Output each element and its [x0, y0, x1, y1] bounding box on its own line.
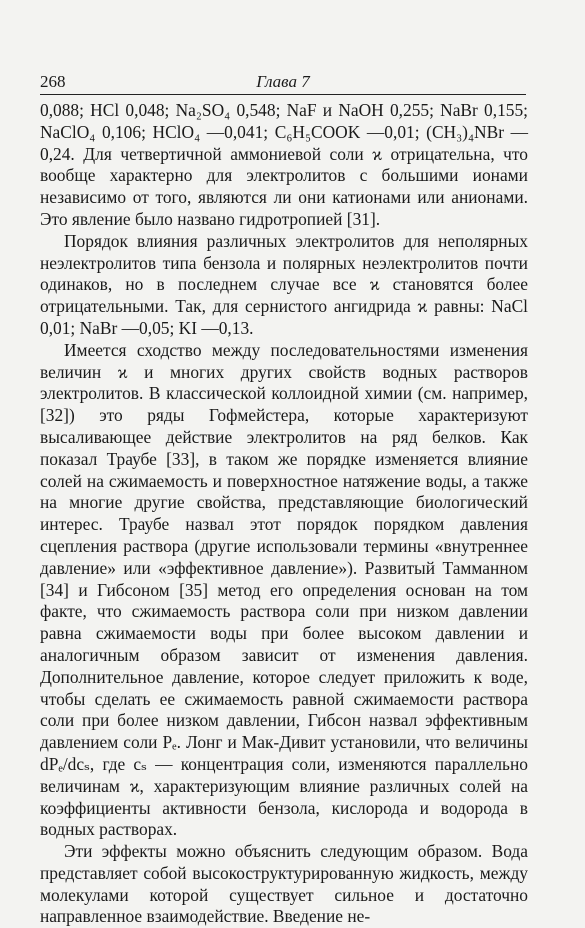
paragraph: Порядок влияния различных электролитов для неполярных неэлектролитов типа бензола и полярных неэлектролитов почти одинаков, но в последнем случае все ϰ становятся более отрицательными. Так, для сернистого ангидрида ϰ равны: NaCl 0,01; NaBr —0,05; KI —0,13. — [40, 230, 528, 338]
paragraph: 0,088; HCl 0,048; Na₂SO₄ 0,548; NaF и NaOH 0,255; NaBr 0,155; NaClO₄ 0,106; HClO₄ —0,041; C₆H₅COOK —0,01; (CH₃)₄NBr —0,24. Для четвертичной аммониевой соли ϰ отрицательна, что вообще характерно для электролитов с большими ионами независимо от того, являются ли они катионами или анионами. Это явление было названо гидротропией [31]. — [40, 100, 528, 229]
paragraph: Имеется сходство между последовательностями изменения величин ϰ и многих других свойств водных растворов электролитов. В классической коллоидной химии (см. например, [32]) это ряды Гофмейстера, которые характеризуют высаливающее действие электролитов на ряд белков. Как показал Траубе [33], в таком же порядке изменяется влияние солей на сжимаемость и поверхностное натяжение воды, а также на многие другие свойства, представляющие биологический интерес. Траубе назвал этот порядок порядком давления сцепления раствора (другие использовали термины «внутреннее давление» или «эффективное давление»). Развитый Тамманном [34] и Гибсоном [35] метод его определения основан на том факте, что сжимаемость раствора соли при низком давлении равна сжимаемости воды при более высоком давлении и аналогичным образом зависит от изменения давления. Дополнительное давление, которое следует приложить к воде, чтобы сделать ее сжимаемость равной сжимаемости раствора соли при более низком давлении, Гибсон назвал эффективным давлением соли Pₑ. Лонг и Мак-Дивит установили, что величины dPₑ/dcₛ, где cₛ — концентрация соли, изменяются параллельно величинам ϰ, характеризующим влияние различных солей на коэффициенты активности бензола, кислорода и водорода в водных растворах. — [40, 339, 528, 840]
running-header — [40, 68, 526, 95]
page-number: 268 — [40, 72, 66, 91]
paragraph: Эти эффекты можно объяснить следующим образом. Вода представляет собой высокоструктурированную жидкость, между молекулами которой существует сильное и достаточно направленное взаимодействие. Введение не- — [40, 841, 528, 927]
body-text — [40, 100, 528, 928]
chapter-title: Глава 7 — [256, 72, 310, 91]
